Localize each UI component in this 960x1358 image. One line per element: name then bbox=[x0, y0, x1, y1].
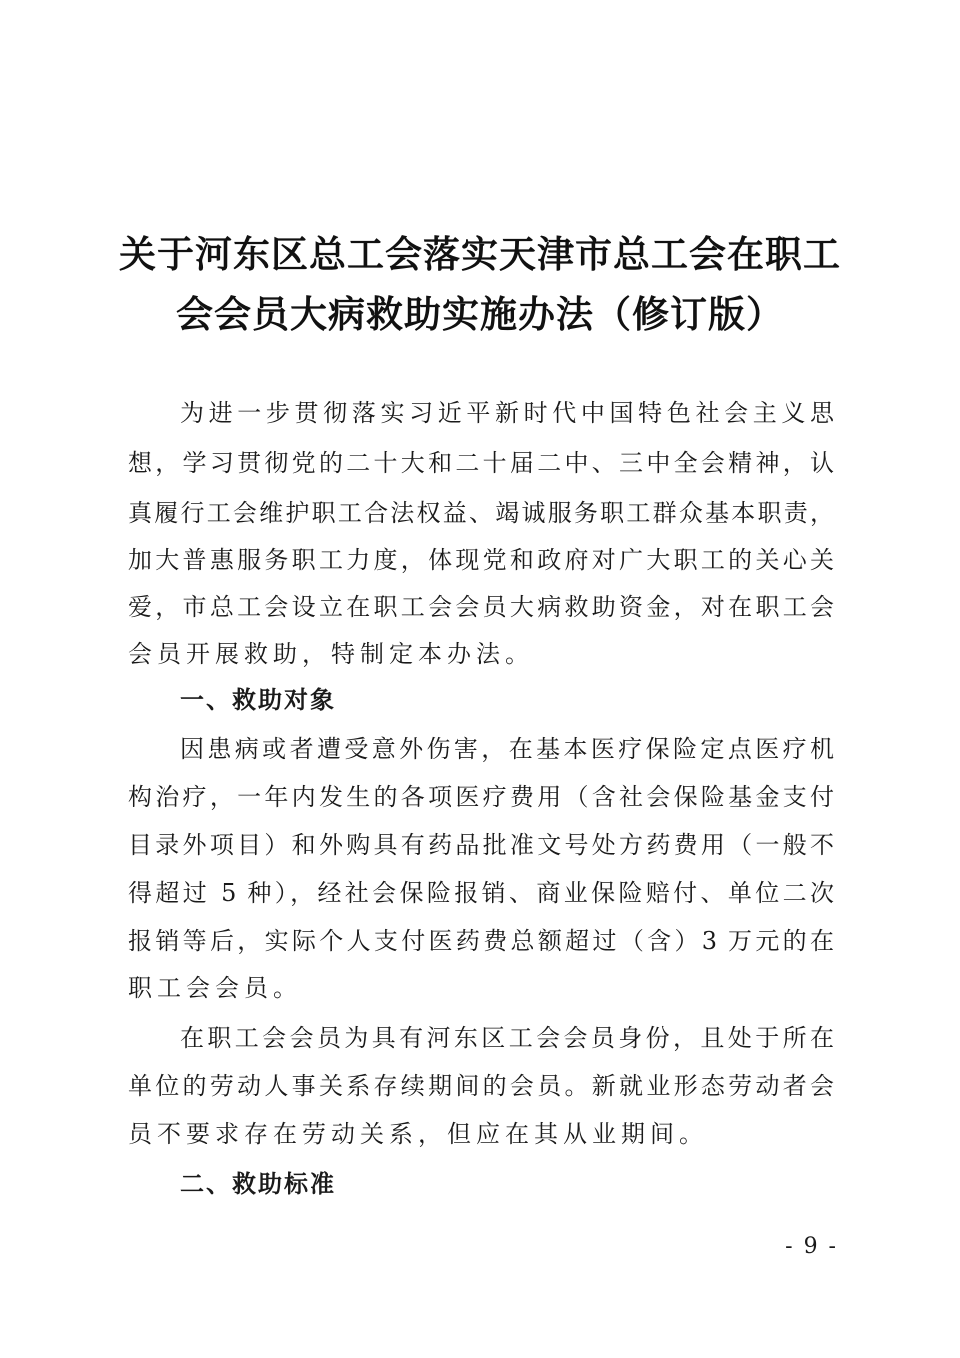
paragraph-1-line-2: 想，学习贯彻党的二十大和二十届二中、三中全会精神，认 bbox=[128, 449, 834, 477]
paragraph-3-line-3: 员不要求存在劳动关系，但应在其从业期间。 bbox=[128, 1120, 708, 1148]
paragraph-1-line-3: 真履行工会维护职工合法权益、竭诚服务职工群众基本职责， bbox=[128, 499, 834, 527]
paragraph-1-line-1: 为进一步贯彻落实习近平新时代中国特色社会主义思 bbox=[180, 399, 834, 427]
page-number: - 9 - bbox=[785, 1234, 838, 1259]
paragraph-1-line-4: 加大普惠服务职工力度，体现党和政府对广大职工的关心关 bbox=[128, 546, 834, 574]
paragraph-2-line-6: 职工会会员。 bbox=[128, 974, 302, 1002]
paragraph-2-line-3: 目录外项目）和外购具有药品批准文号处方药费用（一般不 bbox=[128, 831, 834, 859]
paragraph-3-line-2: 单位的劳动人事关系存续期间的会员。新就业形态劳动者会 bbox=[128, 1072, 834, 1100]
paragraph-2-line-5: 报销等后，实际个人支付医药费总额超过（含）3 万元的在 bbox=[128, 927, 834, 955]
paragraph-2-line-2: 构治疗，一年内发生的各项医疗费用（含社会保险基金支付 bbox=[128, 783, 834, 811]
section-heading-1: 一、救助对象 bbox=[180, 686, 336, 714]
document-title-line-2: 会会员大病救助实施办法（修订版） bbox=[176, 293, 784, 336]
document-title-line-1: 关于河东区总工会落实天津市总工会在职工 bbox=[119, 233, 841, 276]
paragraph-2-line-1: 因患病或者遭受意外伤害，在基本医疗保险定点医疗机 bbox=[180, 735, 834, 763]
paragraph-1-line-5: 爱，市总工会设立在职工会会员大病救助资金，对在职工会 bbox=[128, 593, 834, 621]
paragraph-1-line-6: 会员开展救助，特制定本办法。 bbox=[128, 640, 534, 668]
paragraph-3-line-1: 在职工会会员为具有河东区工会会员身份，且处于所在 bbox=[180, 1024, 834, 1052]
paragraph-2-line-4: 得超过 5 种），经社会保险报销、商业保险赔付、单位二次 bbox=[128, 879, 834, 907]
section-heading-2: 二、救助标准 bbox=[180, 1170, 336, 1198]
